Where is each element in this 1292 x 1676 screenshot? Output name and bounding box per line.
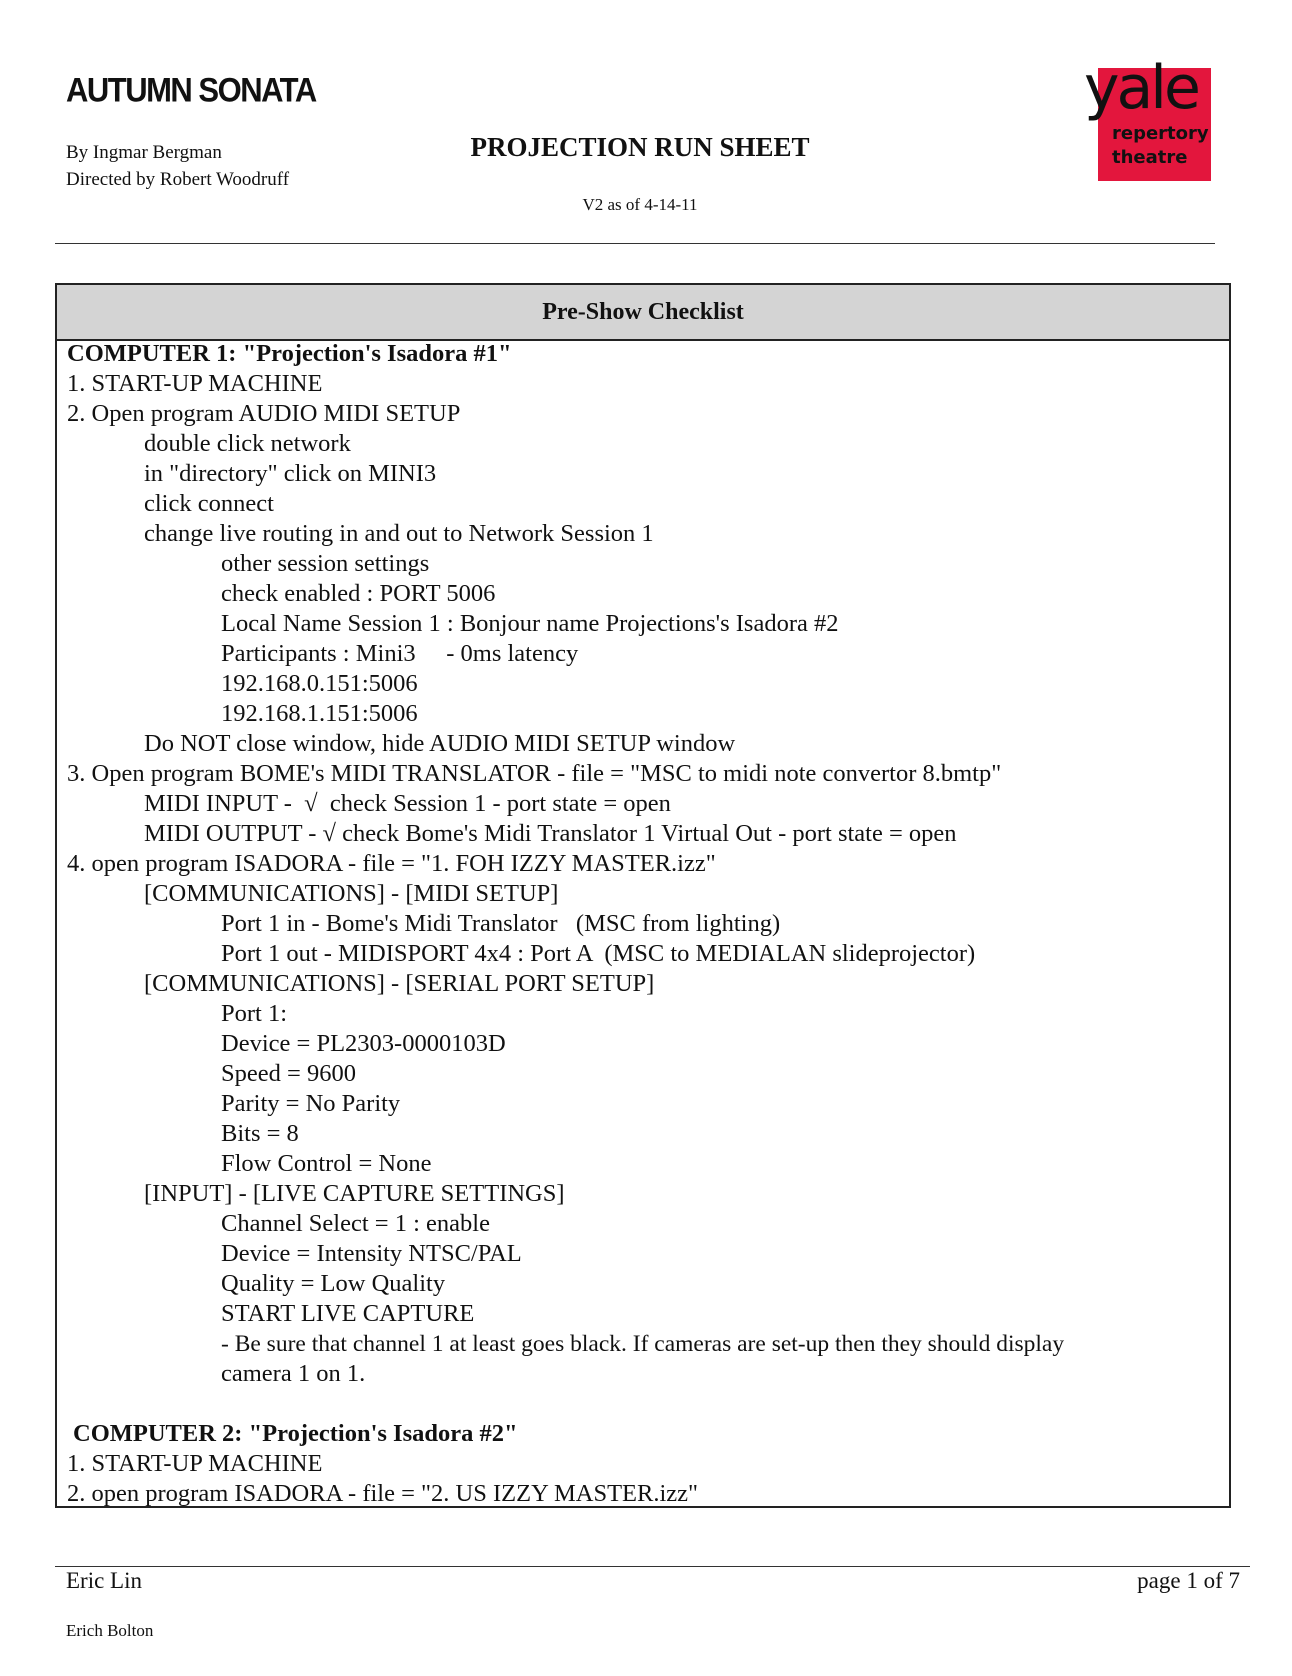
checklist-line: Parity = No Parity [221, 1090, 401, 1117]
checklist-line: Port 1: [221, 1000, 288, 1027]
logo-line-repertory: repertory [1112, 123, 1209, 144]
checklist-line: Device = Intensity NTSC/PAL [221, 1240, 522, 1267]
header-divider [55, 243, 1215, 244]
checklist-line: double click network [144, 430, 351, 457]
logo-word: yale [1084, 53, 1198, 123]
section-heading-computer-1: COMPUTER 1: "Projection's Isadora #1" [67, 340, 512, 367]
director-line: Directed by Robert Woodruff [66, 169, 290, 190]
checklist-line: [COMMUNICATIONS] - [SERIAL PORT SETUP] [144, 970, 655, 997]
checklist-line: check enabled : PORT 5006 [221, 580, 496, 607]
pre-show-checklist [55, 283, 1231, 1508]
footer-divider [55, 1566, 1250, 1567]
checklist-line: Local Name Session 1 : Bonjour name Projections's Isadora #2 [221, 610, 839, 637]
checklist-line: Speed = 9600 [221, 1060, 356, 1087]
checklist-line: camera 1 on 1. [221, 1360, 366, 1387]
checklist-line: Bits = 8 [221, 1120, 299, 1147]
checklist-line: other session settings [221, 550, 430, 577]
checklist-line: 2. Open program AUDIO MIDI SETUP [67, 400, 461, 427]
checklist-line: Participants : Mini3 - 0ms latency [221, 640, 579, 667]
page-number: page 1 of 7 [1137, 1568, 1240, 1593]
author-line: By Ingmar Bergman [66, 142, 222, 163]
checklist-line: in "directory" click on MINI3 [144, 460, 437, 487]
document-title: PROJECTION RUN SHEET [470, 132, 810, 162]
checklist-line: 1. START-UP MACHINE [67, 1450, 323, 1477]
checklist-line: 192.168.1.151:5006 [221, 700, 418, 727]
checklist-line: 3. Open program BOME's MIDI TRANSLATOR - file = "MSC to midi note convertor 8.bmtp" [67, 760, 1002, 787]
checklist-line: 2. open program ISADORA - file = "2. US IZZY MASTER.izz" [67, 1480, 699, 1507]
footer-name: Eric Lin [66, 1568, 142, 1593]
checklist-line: 1. START-UP MACHINE [67, 370, 323, 397]
checklist-line: 4. open program ISADORA - file = "1. FOH IZZY MASTER.izz" [67, 850, 716, 877]
checklist-line: START LIVE CAPTURE [221, 1300, 475, 1327]
checklist-line: Do NOT close window, hide AUDIO MIDI SETUP window [144, 730, 736, 757]
checklist-line: [COMMUNICATIONS] - [MIDI SETUP] [144, 880, 559, 907]
checklist-line: MIDI INPUT - √ check Session 1 - port state = open [144, 790, 671, 817]
checklist-line: change live routing in and out to Network Session 1 [144, 520, 654, 547]
checklist-heading: Pre-Show Checklist [57, 285, 1229, 341]
logo-line-theatre: theatre [1112, 147, 1188, 168]
show-title: AUTUMN SONATA [66, 70, 316, 110]
checklist-line: Quality = Low Quality [221, 1270, 446, 1297]
checklist-line: MIDI OUTPUT - √ check Bome's Midi Translator 1 Virtual Out - port state = open [144, 820, 957, 847]
section-heading-computer-2: COMPUTER 2: "Projection's Isadora #2" [73, 1420, 518, 1447]
checklist-line: Flow Control = None [221, 1150, 432, 1177]
footer-sub-name: Erich Bolton [66, 1621, 154, 1640]
checklist-line: Port 1 out - MIDISPORT 4x4 : Port A (MSC to MEDIALAN slideprojector) [221, 940, 976, 967]
checklist-line: Channel Select = 1 : enable [221, 1210, 490, 1237]
checklist-line: 192.168.0.151:5006 [221, 670, 418, 697]
checklist-line: click connect [144, 490, 274, 517]
checklist-line: Device = PL2303-0000103D [221, 1030, 506, 1057]
version-label: V2 as of 4-14-11 [582, 195, 698, 214]
yale-repertory-logo [1084, 53, 1211, 181]
checklist-line: [INPUT] - [LIVE CAPTURE SETTINGS] [144, 1180, 565, 1207]
checklist-line: - Be sure that channel 1 at least goes black. If cameras are set-up then they should display [221, 1331, 1065, 1357]
checklist-line: Port 1 in - Bome's Midi Translator (MSC from lighting) [221, 910, 781, 937]
